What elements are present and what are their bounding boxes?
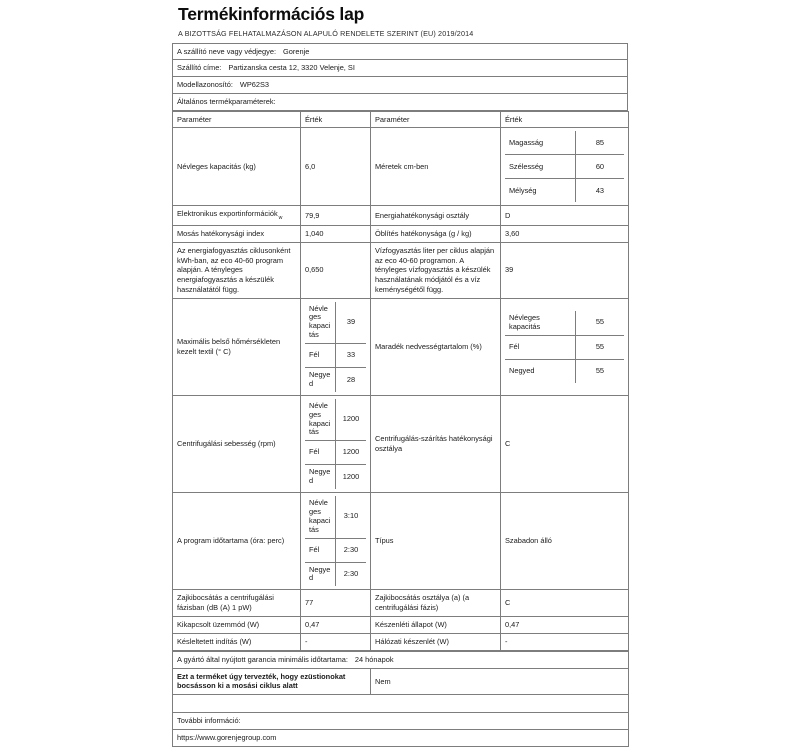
dimension-width-row [505,155,624,179]
spin-rated-key: Névleges kapacitás [305,399,336,441]
parameters-table [172,111,629,651]
off-standby-row [173,616,629,633]
noise-emission-label: Zajkibocsátás a centrifugálási fázisban (dB (A) 1 pW) [173,590,301,617]
type-label: Típus [371,493,501,590]
max-temperature-subtable [305,302,366,392]
duration-half-row [305,538,366,562]
max-temperature-label: Maximális belső hőmérsékleten kezelt textil (° C) [173,298,301,395]
network-standby-label: Hálózati készenlét (W) [371,633,501,650]
moisture-half-key: Fél [505,335,575,359]
duration-quarter-value: 2:30 [343,569,359,579]
program-duration-type-row [173,493,629,590]
standby-mode-value: 0,47 [501,616,629,633]
dimension-height-key: Magasság [505,131,575,155]
water-consumption-label: Vízfogyasztás liter per ciklus alapján az eco 40-60 programon. A tényleges vízfogyasztás a készülék használatának módjától és a víz keménységétől függ. [371,242,501,298]
program-duration-subtable-cell [301,493,371,590]
export-info-value: 79,9 [301,206,371,225]
off-mode-value: 0,47 [301,616,371,633]
supplier-info-table [172,43,628,111]
general-parameters-row [173,93,628,110]
warranty-row [173,651,629,668]
model-identifier-row [173,77,628,94]
spin-rated-value: 1200 [336,399,367,441]
standby-mode-label: Készenléti állapot (W) [371,616,501,633]
regulation-subtitle: A BIZOTTSÁG FELHATALMAZÁSON ALAPULÓ RENDELETE SZERINT (EU) 2019/2014 [178,28,474,38]
export-info-label [173,206,301,225]
energy-consumption-label: Az energiafogyasztás ciklusonként kWh-ban, az eco 40-60 program alapján. A tényleges energiafogyasztás a készülék használatától függ. [173,242,301,298]
capacity-label: Névleges kapacitás (kg) [173,128,301,206]
temp-rated-key: Névleges kapacitás [305,302,336,344]
energy-consumption-value: 0,650 [301,242,371,298]
energy-water-consumption-row [173,242,629,298]
website-url[interactable]: https://www.gorenjegroup.com [173,729,629,746]
dimension-width-value: 60 [575,155,624,179]
dimension-depth-key: Mélység [505,179,575,203]
capacity-dimensions-row [173,128,629,206]
table-header-row [173,111,629,128]
duration-rated-row [305,496,366,538]
more-info-label: További információ: [173,713,629,730]
energy-class-value: D [501,206,629,225]
supplier-name-row [173,43,628,60]
noise-class-value: C [501,590,629,617]
spin-quarter-value: 1200 [342,471,360,481]
duration-half-key: Fél [305,538,336,562]
temp-quarter-key: Negyed [305,368,336,392]
residual-moisture-subtable [505,311,624,383]
temperature-moisture-row [173,298,629,395]
delay-network-row [173,633,629,650]
temp-quarter-value: 28 [346,374,356,384]
water-consumption-value: 39 [501,242,629,298]
spin-speed-subtable [305,399,366,489]
temp-half-row [305,344,366,368]
dimension-height-row [505,131,624,155]
duration-rated-key: Névleges kapacitás [305,496,336,538]
temp-rated-value: 39 [336,302,367,344]
spin-drying-class-value: C [501,395,629,492]
spin-speed-class-row [173,395,629,492]
moisture-rated-row [505,311,624,335]
dimensions-label: Méretek cm-ben [371,128,501,206]
model-identifier-label: Modellazonosító: [177,80,233,90]
spin-speed-subtable-cell [301,395,371,492]
supplier-name-value: Gorenje [283,46,310,56]
delay-start-label: Késleltetett indítás (W) [173,633,301,650]
supplier-address-label: Szállító címe: [177,63,222,73]
max-temperature-subtable-cell [301,298,371,395]
spin-rated-row [305,399,366,441]
temp-half-value: 33 [336,344,367,368]
network-standby-value: - [501,633,629,650]
product-information-sheet [172,0,628,747]
temp-half-key: Fél [305,344,336,368]
temp-quarter-row [305,368,366,392]
dimension-depth-row [505,179,624,203]
general-parameters-label: Általános termékparaméterek: [177,96,276,106]
duration-quarter-key: Negyed [305,562,336,586]
supplier-address-row [173,60,628,77]
export-info-energy-class-row [173,206,629,225]
type-value: Szabadon álló [501,493,629,590]
moisture-rated-value: 55 [575,311,624,335]
silver-ions-label: Ezt a terméket úgy tervezték, hogy ezüstionokat bocsásson ki a mosási ciklus alatt [173,668,371,695]
moisture-quarter-key: Negyed [505,359,575,383]
rinse-efficiency-value: 3,60 [501,225,629,242]
spin-half-value: 1200 [336,441,367,465]
header-param-left: Paraméter [173,111,301,128]
spin-quarter-row [305,465,366,489]
spacer-cell [173,695,629,713]
noise-emission-value: 77 [301,590,371,617]
export-info-label-text: Elektronikus exportinformációk [177,209,278,219]
dimensions-subtable-cell [501,128,629,206]
program-duration-subtable [305,496,366,586]
warranty-value: 24 hónapok [354,654,394,664]
duration-half-value: 2:30 [336,538,367,562]
more-info-row [173,713,629,730]
header-value-left: Érték [301,111,371,128]
header-param-right: Paraméter [371,111,501,128]
export-info-label-subscript: w [278,214,283,221]
warranty-label: A gyártó által nyújtott garancia minimális időtartama: [177,654,348,664]
spin-drying-class-label: Centrifugálás-szárítás hatékonysági osztálya [371,395,501,492]
dimension-height-value: 85 [575,131,624,155]
moisture-quarter-row [505,359,624,383]
noise-class-label: Zajkibocsátás osztálya (a) (a centrifugálási fázis) [371,590,501,617]
spin-half-row [305,441,366,465]
silver-ions-row [173,668,629,695]
spin-speed-label: Centrifugálási sebesség (rpm) [173,395,301,492]
silver-ions-value: Nem [371,668,629,695]
temp-rated-row [305,302,366,344]
off-mode-label: Kikapcsolt üzemmód (W) [173,616,301,633]
delay-start-value: - [301,633,371,650]
duration-rated-value: 3:10 [336,496,367,538]
supplier-address-value: Partizanska cesta 12, 3320 Velenje, SI [228,63,355,73]
moisture-half-row [505,335,624,359]
spin-quarter-key: Negyed [305,465,336,489]
energy-class-label: Energiahatékonysági osztály [371,206,501,225]
spin-half-key: Fél [305,441,336,465]
capacity-value: 6,0 [301,128,371,206]
wash-index-rinse-row [173,225,629,242]
moisture-rated-key: Névleges kapacitás [505,311,575,335]
residual-moisture-label: Maradék nedvességtartalom (%) [371,298,501,395]
dimension-width-key: Szélesség [505,155,575,179]
page-title: Termékinformációs lap [178,4,365,24]
rinse-efficiency-label: Öblítés hatékonysága (g / kg) [371,225,501,242]
dimensions-subtable [505,131,624,202]
wash-index-value: 1,040 [301,225,371,242]
moisture-half-value: 55 [575,335,624,359]
wash-index-label: Mosás hatékonysági index [173,225,301,242]
residual-moisture-subtable-cell [501,298,629,395]
duration-quarter-row [305,562,366,586]
program-duration-label: A program időtartama (óra: perc) [173,493,301,590]
footer-table [172,651,629,747]
moisture-quarter-value: 55 [595,365,605,375]
header-value-right: Érték [501,111,629,128]
spacer-row [173,695,629,713]
model-identifier-value: WP62S3 [239,80,270,90]
supplier-name-label: A szállító neve vagy védjegye: [177,46,277,56]
noise-row [173,590,629,617]
dimension-depth-value: 43 [595,185,605,195]
url-row [173,729,629,746]
